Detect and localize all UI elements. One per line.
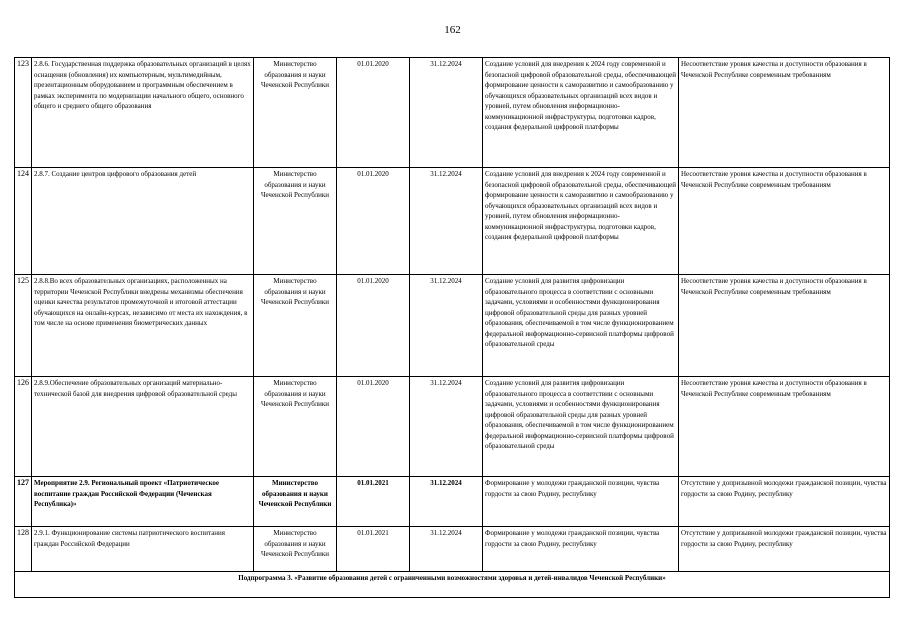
activity-name: 2.8.8.Во всех образовательных организациях, расположенных на территории Чеченской Республики внедрены механизмы обеспечения оценки качества результатов промежуточной и итоговой аттестации обучающихся на онлайн-курсах, независимо от места их нахождения, в том числе на основе применения биометрических данных xyxy=(32,275,254,377)
table-row xyxy=(15,527,890,572)
end-date: 31.12.2024 xyxy=(410,477,483,527)
table-row xyxy=(15,58,890,168)
executor: Министерство образования и науки Чеченской Республики xyxy=(254,58,337,168)
row-number: 125 xyxy=(15,275,32,377)
expected-result: Создание условий для развития цифровизации образовательного процесса в соответствии с основными задачами, условиями и особенностями функционирования цифровой образовательной среды для разных уровней образования, обеспечиваемой в том числе функционированием федеральной информационно-сервисной платформы цифровой образовательной среды xyxy=(483,275,679,377)
table-row xyxy=(15,477,890,527)
expected-result: Создание условий для внедрения к 2024 году современной и безопасной цифровой образовательной среды, обеспечивающей формирование ценности к саморазвитию и самообразованию у обучающихся образовательных организаций всех видов и уровней, путем обновления информационно-коммуникационной инфраструктуры, подготовки кадров, создания федеральной цифровой платформы xyxy=(483,168,679,275)
start-date: 01.01.2020 xyxy=(337,377,410,477)
consequence: Несоответствие уровня качества и доступности образования в Чеченской Республике современным требованиям xyxy=(679,168,890,275)
consequence: Отсутствие у допризывной молодежи гражданской позиции, чувства гордости за свою Родину, республику xyxy=(679,477,890,527)
consequence: Несоответствие уровня качества и доступности образования в Чеченской Республике современным требованиям xyxy=(679,58,890,168)
executor: Министерство образования и науки Чеченской Республики xyxy=(254,477,337,527)
start-date: 01.01.2020 xyxy=(337,275,410,377)
page-number: 162 xyxy=(444,24,461,36)
expected-result: Создание условий для развития цифровизации образовательного процесса в соответствии с основными задачами, условиями и особенностями функционирования цифровой образовательной среды для разных уровней образования, обеспечиваемой в том числе функционированием федеральной информационно-сервисной платформы цифровой образовательной среды xyxy=(483,377,679,477)
start-date: 01.01.2021 xyxy=(337,527,410,572)
subprogram-title: Подпрограмма 3. «Развитие образования детей с ограниченными возможностями здоровья и детей-инвалидов Чеченской Республики» xyxy=(15,572,890,598)
end-date: 31.12.2024 xyxy=(410,168,483,275)
activity-name: 2.8.9.Обеспечение образовательных организаций материально-технической базой для внедрения цифровой образовательной среды xyxy=(32,377,254,477)
table-row xyxy=(15,275,890,377)
row-number: 124 xyxy=(15,168,32,275)
consequence: Отсутствие у допризывной молодежи гражданской позиции, чувства гордости за свою Родину, республику xyxy=(679,527,890,572)
subprogram-row xyxy=(15,572,890,598)
consequence: Несоответствие уровня качества и доступности образования в Чеченской Республике современным требованиям xyxy=(679,377,890,477)
activity-name: 2.8.6. Государственная поддержка образовательных организаций в целях оснащения (обновления) их компьютерным, мультимедийным, презентационным оборудованием и программным обеспечением в рамках эксперимента по модернизации начального общего, основного общего и среднего общего образования xyxy=(32,58,254,168)
table-row xyxy=(15,377,890,477)
end-date: 31.12.2024 xyxy=(410,377,483,477)
end-date: 31.12.2024 xyxy=(410,275,483,377)
executor: Министерство образования и науки Чеченской Республики xyxy=(254,377,337,477)
executor: Министерство образования и науки Чеченской Республики xyxy=(254,168,337,275)
consequence: Несоответствие уровня качества и доступности образования в Чеченской Республике современным требованиям xyxy=(679,275,890,377)
expected-result: Создание условий для внедрения к 2024 году современной и безопасной цифровой образовательной среды, обеспечивающей формирование ценности к саморазвитию и самообразованию у обучающихся образовательных организаций всех видов и уровней, путем обновления информационно-коммуникационной инфраструктуры, подготовки кадров, создания федеральной цифровой платформы xyxy=(483,58,679,168)
activity-name: 2.8.7. Создание центров цифрового образования детей xyxy=(32,168,254,275)
table-row xyxy=(15,168,890,275)
activity-name: Мероприятие 2.9. Региональный проект «Патриотическое воспитание граждан Российской Федерации (Чеченская Республика)» xyxy=(32,477,254,527)
row-number: 123 xyxy=(15,58,32,168)
activity-name: 2.9.1. Функционирование системы патриотического воспитания граждан Российской Федерации xyxy=(32,527,254,572)
activities-table xyxy=(14,57,890,598)
start-date: 01.01.2021 xyxy=(337,477,410,527)
end-date: 31.12.2024 xyxy=(410,527,483,572)
row-number: 127 xyxy=(15,477,32,527)
expected-result: Формирование у молодежи гражданской позиции, чувства гордости за свою Родину, республику xyxy=(483,477,679,527)
end-date: 31.12.2024 xyxy=(410,58,483,168)
row-number: 126 xyxy=(15,377,32,477)
start-date: 01.01.2020 xyxy=(337,168,410,275)
executor: Министерство образования и науки Чеченской Республики xyxy=(254,527,337,572)
start-date: 01.01.2020 xyxy=(337,58,410,168)
row-number: 128 xyxy=(15,527,32,572)
executor: Министерство образования и науки Чеченской Республики xyxy=(254,275,337,377)
expected-result: Формирование у молодежи гражданской позиции, чувства гордости за свою Родину, республику xyxy=(483,527,679,572)
